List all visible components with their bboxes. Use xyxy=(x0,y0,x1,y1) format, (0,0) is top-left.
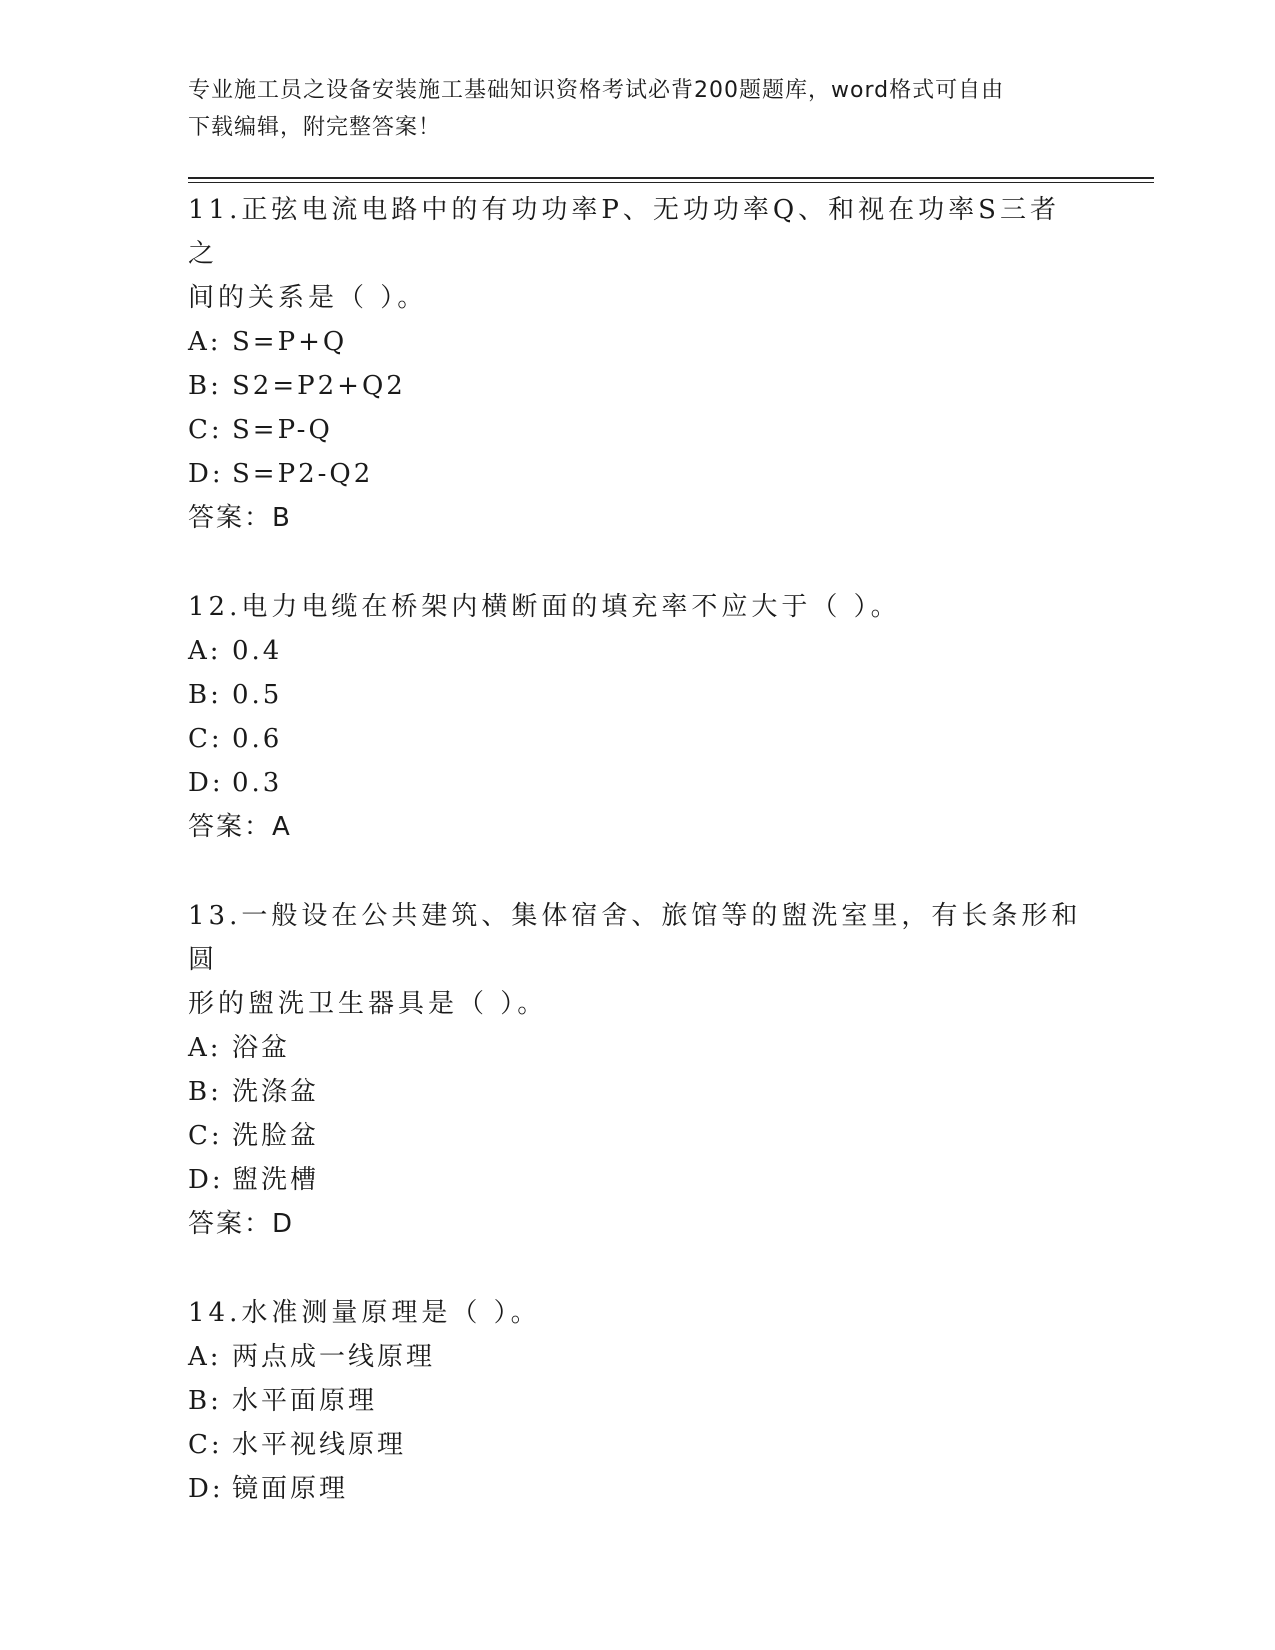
option-key: A: xyxy=(188,1342,222,1372)
option-key: D: xyxy=(188,1474,224,1504)
option-key: B: xyxy=(188,1386,222,1416)
question-12 xyxy=(188,585,1088,849)
option-key: B: xyxy=(188,371,222,401)
option-key: B: xyxy=(188,680,222,710)
header-divider-thin xyxy=(188,182,1154,183)
question-11-stem-line-1: 11.正弦电流电路中的有功功率P、无功功率Q、和视在功率S三者之 xyxy=(188,195,1060,269)
option-key: D: xyxy=(188,1165,224,1195)
option-text: 两点成一线原理 xyxy=(232,1342,436,1372)
question-spacer xyxy=(188,1246,1088,1291)
option-text: 镜面原理 xyxy=(232,1474,349,1504)
option-key: B: xyxy=(188,1077,222,1107)
question-13-stem-line-1: 13.一般设在公共建筑、集体宿舍、旅馆等的盥洗室里，有长条形和圆 xyxy=(188,901,1082,975)
question-12-option-d xyxy=(188,761,1088,805)
option-key: D: xyxy=(188,459,224,489)
question-14-stem-line-1: 14.水准测量原理是（ ）。 xyxy=(188,1298,541,1328)
question-13-answer: 答案：D xyxy=(188,1209,295,1239)
header-line-1: 专业施工员之设备安装施工基础知识资格考试必背200题题库，word格式可自由 xyxy=(188,78,1005,103)
option-key: A: xyxy=(188,327,222,357)
option-key: C: xyxy=(188,415,223,445)
question-13-option-a xyxy=(188,1026,1088,1070)
question-13 xyxy=(188,894,1088,1246)
question-14-option-d xyxy=(188,1467,1088,1511)
question-spacer xyxy=(188,849,1088,894)
option-text: 0.4 xyxy=(232,636,283,666)
option-key: A: xyxy=(188,1033,222,1063)
question-spacer xyxy=(188,540,1088,585)
option-text: 水平面原理 xyxy=(232,1386,378,1416)
question-11-option-b xyxy=(188,364,1088,408)
option-text: 浴盆 xyxy=(232,1033,291,1063)
option-text: S2=P2+Q2 xyxy=(232,371,406,401)
question-12-option-a xyxy=(188,629,1088,673)
question-12-option-c xyxy=(188,717,1088,761)
option-text: S=P-Q xyxy=(232,415,333,445)
question-14-option-c xyxy=(188,1423,1088,1467)
option-key: C: xyxy=(188,1430,223,1460)
question-14-option-b xyxy=(188,1379,1088,1423)
question-13-stem-line-2: 形的盥洗卫生器具是（ ）。 xyxy=(188,989,548,1019)
option-key: C: xyxy=(188,724,223,754)
option-text: 0.3 xyxy=(232,768,283,798)
document-header xyxy=(188,72,1088,146)
question-11-option-a xyxy=(188,320,1088,364)
question-13-option-b xyxy=(188,1070,1088,1114)
option-text: 盥洗槽 xyxy=(232,1165,320,1195)
option-text: 洗涤盆 xyxy=(232,1077,320,1107)
question-11-answer: 答案：B xyxy=(188,503,292,533)
header-divider-thick xyxy=(188,177,1154,179)
option-text: 0.5 xyxy=(232,680,283,710)
option-key: A: xyxy=(188,636,222,666)
question-11-option-c xyxy=(188,408,1088,452)
option-text: 0.6 xyxy=(232,724,283,754)
question-13-option-d xyxy=(188,1158,1088,1202)
question-list xyxy=(188,188,1088,1511)
option-text: 洗脸盆 xyxy=(232,1121,320,1151)
option-text: S=P2-Q2 xyxy=(232,459,374,489)
header-line-2: 下载编辑，附完整答案！ xyxy=(188,115,442,140)
question-11-option-d xyxy=(188,452,1088,496)
question-14 xyxy=(188,1291,1088,1511)
question-12-stem-line-1: 12.电力电缆在桥架内横断面的填充率不应大于（ ）。 xyxy=(188,592,901,622)
question-11-stem-line-2: 间的关系是（ ）。 xyxy=(188,283,428,313)
option-key: C: xyxy=(188,1121,223,1151)
question-14-option-a xyxy=(188,1335,1088,1379)
question-12-answer: 答案：A xyxy=(188,812,292,842)
option-text: 水平视线原理 xyxy=(232,1430,407,1460)
option-key: D: xyxy=(188,768,224,798)
question-13-option-c xyxy=(188,1114,1088,1158)
option-text: S=P+Q xyxy=(232,327,348,357)
question-12-option-b xyxy=(188,673,1088,717)
question-11 xyxy=(188,188,1088,540)
